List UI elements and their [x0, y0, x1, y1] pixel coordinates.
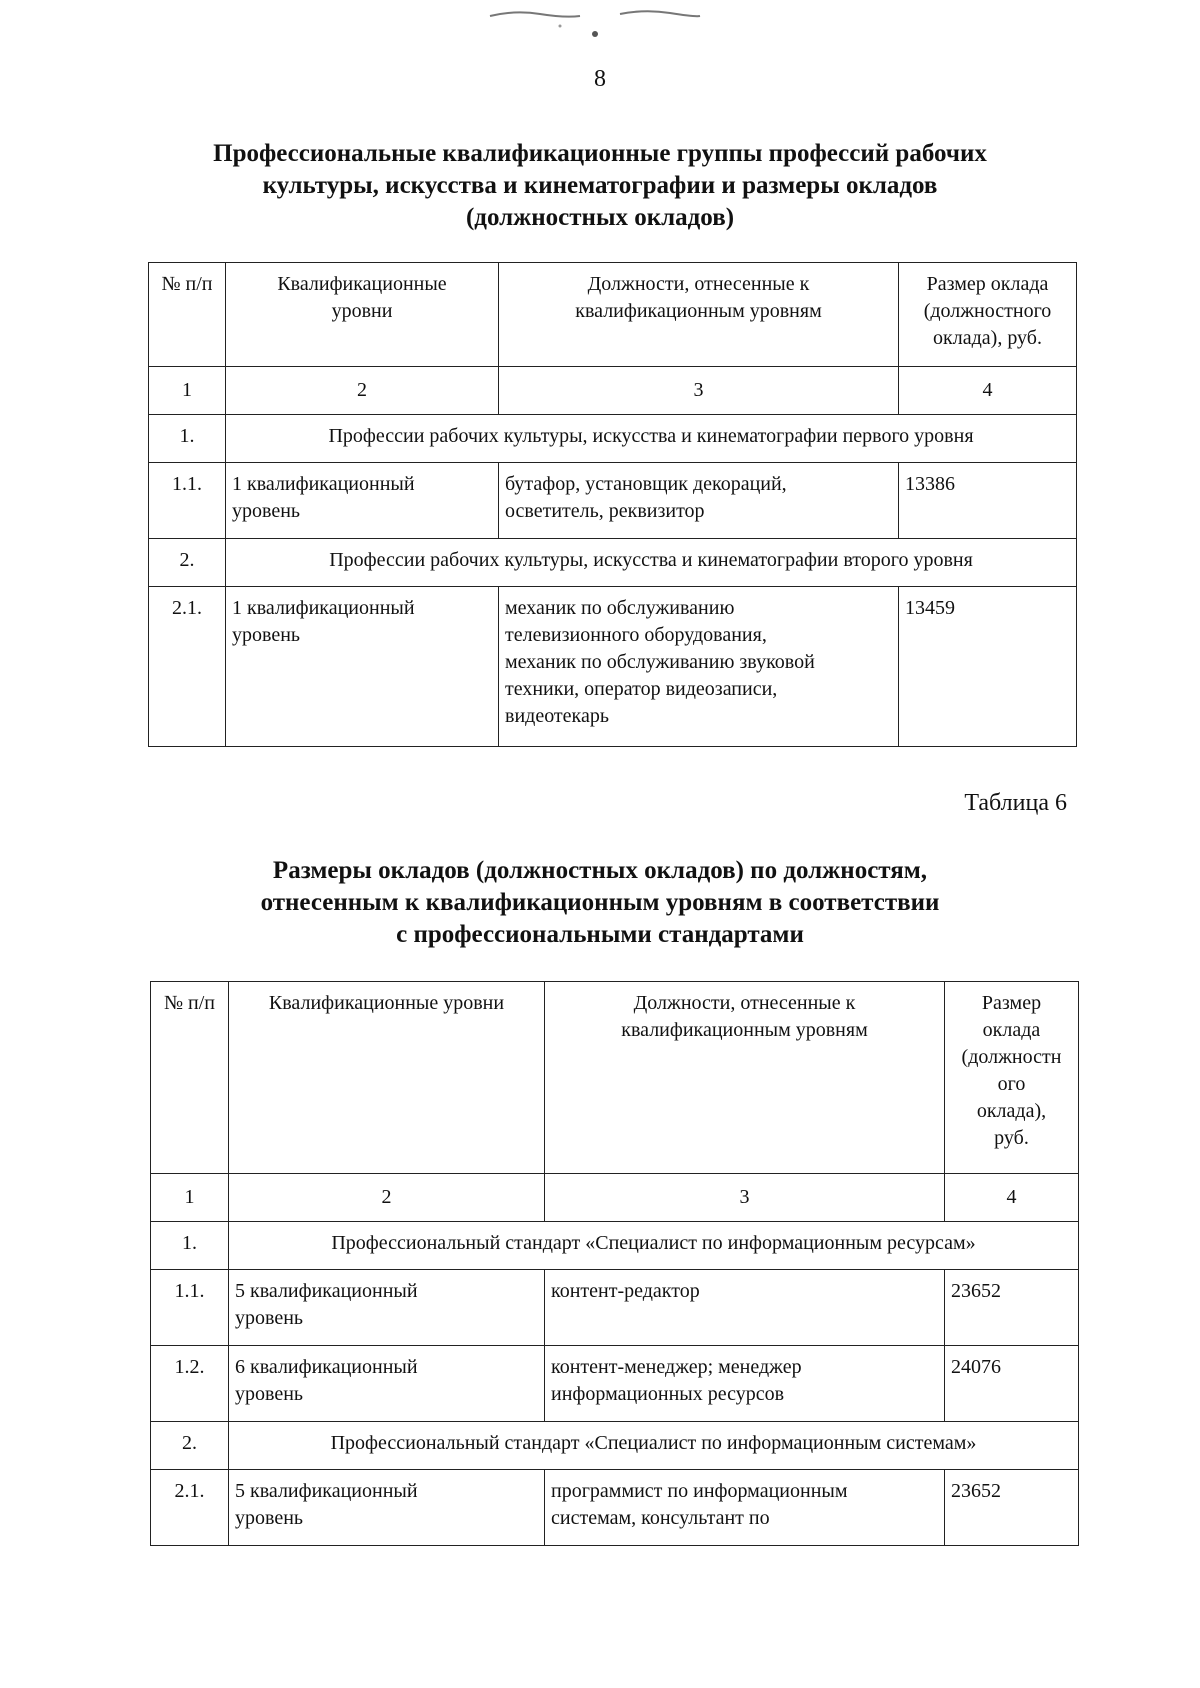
heading-line: культуры, искусства и кинематографии и размеры окладов	[262, 172, 938, 199]
salary: 24076	[945, 1346, 1079, 1422]
section-title: Профессии рабочих культуры, искусства и кинематографии второго уровня	[226, 539, 1077, 587]
heading-line: отнесенным к квалификационным уровням в соответствии	[260, 889, 940, 916]
qualification-level: 6 квалификационный уровень	[229, 1346, 545, 1422]
section-row	[149, 415, 1077, 463]
table-row	[151, 1270, 1079, 1346]
header-cell: № п/п	[149, 263, 226, 367]
header-cell: № п/п	[151, 982, 229, 1174]
table-row	[151, 1346, 1079, 1422]
section-row	[149, 539, 1077, 587]
positions: механик по обслуживанию телевизионного оборудования, механик по обслуживанию звуковой техники, оператор видеозаписи, видеотекарь	[499, 587, 899, 747]
row-number: 1.1.	[151, 1270, 229, 1346]
section-title: Профессиональный стандарт «Специалист по информационным ресурсам»	[229, 1222, 1079, 1270]
header-cell: Размер оклада (должностного оклада), руб.	[899, 263, 1077, 367]
salary: 13386	[899, 463, 1077, 539]
qualification-level: 5 квалификационный уровень	[229, 1470, 545, 1546]
positions: контент-менеджер; менеджер информационных ресурсов	[545, 1346, 945, 1422]
row-number: 2.1.	[151, 1470, 229, 1546]
row-number: 2.1.	[149, 587, 226, 747]
header-cell: Размер оклада (должностн ого оклада), руб.	[945, 982, 1079, 1174]
header-cell: Должности, отнесенные к квалификационным уровням	[545, 982, 945, 1174]
scan-artifact	[470, 4, 710, 44]
table-row	[149, 587, 1077, 747]
header-cell: Должности, отнесенные к квалификационным уровням	[499, 263, 899, 367]
column-number: 3	[545, 1174, 945, 1222]
column-number: 4	[945, 1174, 1079, 1222]
header-cell: Квалификационные уровни	[226, 263, 499, 367]
row-number: 1.	[151, 1222, 229, 1270]
qualification-level: 5 квалификационный уровень	[229, 1270, 545, 1346]
qualification-level: 1 квалификационный уровень	[226, 587, 499, 747]
positions: бутафор, установщик декораций, осветитель, реквизитор	[499, 463, 899, 539]
qualification-table-6	[150, 981, 1079, 1546]
heading-line: с профессиональными стандартами	[396, 921, 804, 948]
positions: контент-редактор	[545, 1270, 945, 1346]
column-number: 3	[499, 367, 899, 415]
row-number: 1.	[149, 415, 226, 463]
salary: 23652	[945, 1270, 1079, 1346]
table-caption: Таблица 6	[964, 790, 1067, 816]
column-number: 1	[151, 1174, 229, 1222]
positions: программист по информационным системам, консультант по	[545, 1470, 945, 1546]
column-number: 2	[226, 367, 499, 415]
heading-line: Размеры окладов (должностных окладов) по должностям,	[272, 857, 928, 884]
table-header-row	[149, 263, 1077, 367]
table-header-row	[151, 982, 1079, 1174]
salary: 13459	[899, 587, 1077, 747]
header-cell: Квалификационные уровни	[229, 982, 545, 1174]
qualification-level: 1 квалификационный уровень	[226, 463, 499, 539]
section1-heading	[150, 138, 1050, 234]
section-title: Профессиональный стандарт «Специалист по информационным системам»	[229, 1422, 1079, 1470]
section-title: Профессии рабочих культуры, искусства и кинематографии первого уровня	[226, 415, 1077, 463]
row-number: 1.1.	[149, 463, 226, 539]
column-number: 1	[149, 367, 226, 415]
row-number: 2.	[149, 539, 226, 587]
salary: 23652	[945, 1470, 1079, 1546]
qualification-table-1	[148, 262, 1077, 747]
column-number: 4	[899, 367, 1077, 415]
column-number: 2	[229, 1174, 545, 1222]
page-number: 8	[594, 66, 606, 92]
row-number: 2.	[151, 1422, 229, 1470]
heading-line: (должностных окладов)	[465, 204, 735, 231]
section-row	[151, 1222, 1079, 1270]
column-number-row	[151, 1174, 1079, 1222]
table-row	[151, 1470, 1079, 1546]
row-number: 1.2.	[151, 1346, 229, 1422]
table-row	[149, 463, 1077, 539]
section2-heading	[150, 855, 1050, 951]
section-row	[151, 1422, 1079, 1470]
column-number-row	[149, 367, 1077, 415]
heading-line: Профессиональные квалификационные группы профессий рабочих	[213, 140, 987, 167]
